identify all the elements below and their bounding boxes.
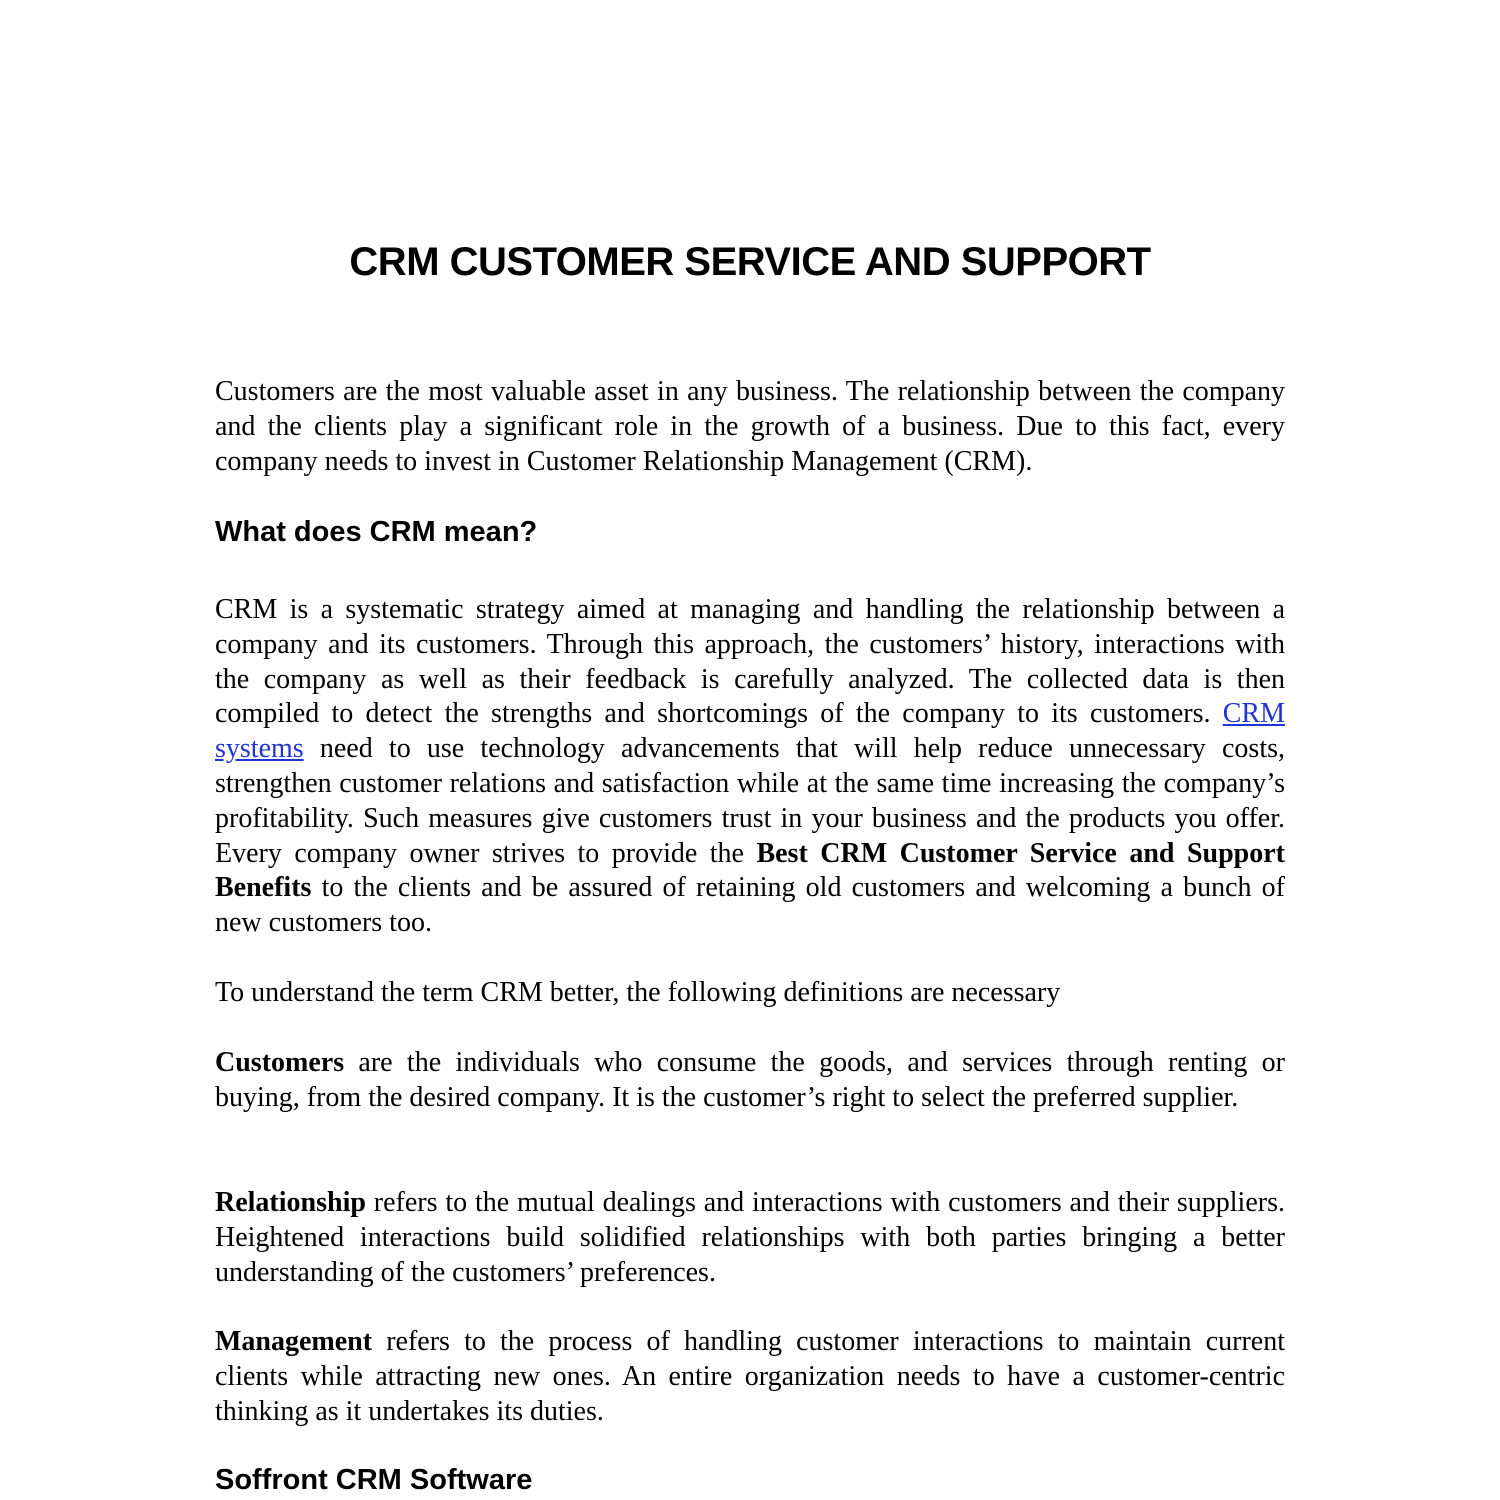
definition-management-text: refers to the process of handling customer interactions to maintain current clients while attracting new ones. An entire organization needs to have a customer-centric thinking as it undertakes its duties. — [215, 1326, 1285, 1427]
definition-management — [215, 1325, 1285, 1429]
crm-definition-paragraph — [215, 593, 1285, 941]
crm-systems-link[interactable]: CRM systems — [215, 698, 1285, 765]
section-heading-soffront-crm-software: Soffront CRM Software — [215, 1464, 533, 1496]
term-customers: Customers — [215, 1047, 345, 1078]
crm-definition-text-2: need to use technology advancements that will help reduce unnecessary costs, strengthen customer relations and satisfaction while at the same time increasing the company’s profitability. Such measures give customers trust in your business and the products you offer. Every company owner strives to provide the — [215, 733, 1285, 869]
intro-paragraph: Customers are the most valuable asset in any business. The relationship between the company and the clients play a significant role in the growth of a business. Due to this fact, every company needs to invest in Customer Relationship Management (CRM). — [215, 376, 1285, 477]
crm-definition-text-3: to the clients and be assured of retaining old customers and welcoming a bunch of new customers too. — [215, 872, 1285, 939]
definition-customers — [215, 1046, 1285, 1116]
section-heading-what-does-crm-mean: What does CRM mean? — [215, 516, 538, 548]
page-title: CRM CUSTOMER SERVICE AND SUPPORT — [349, 240, 1151, 284]
definition-customers-text: are the individuals who consume the goods, and services through renting or buying, from the desired company. It is the customer’s right to select the preferred supplier. — [215, 1047, 1285, 1113]
term-management: Management — [215, 1326, 373, 1357]
definition-relationship-text: refers to the mutual dealings and interactions with customers and their suppliers. Heightened interactions build solidified relationships with both parties bringing a better understanding of the customers’ preferences. — [215, 1187, 1285, 1288]
best-crm-benefits-bold: Best CRM Customer Service and Support Benefits — [215, 837, 1285, 904]
term-relationship: Relationship — [215, 1187, 366, 1218]
definition-relationship — [215, 1186, 1285, 1290]
definitions-intro: To understand the term CRM better, the following definitions are necessary — [215, 977, 1061, 1008]
crm-definition-text-1: CRM is a systematic strategy aimed at managing and handling the relationship between a company and its customers. Through this approach, the customers’ history, interactions with the company as well as their feedback is carefully analyzed. The collected data is then compiled to detect the strengths and shortcomings of the company to its customers. — [215, 594, 1285, 730]
